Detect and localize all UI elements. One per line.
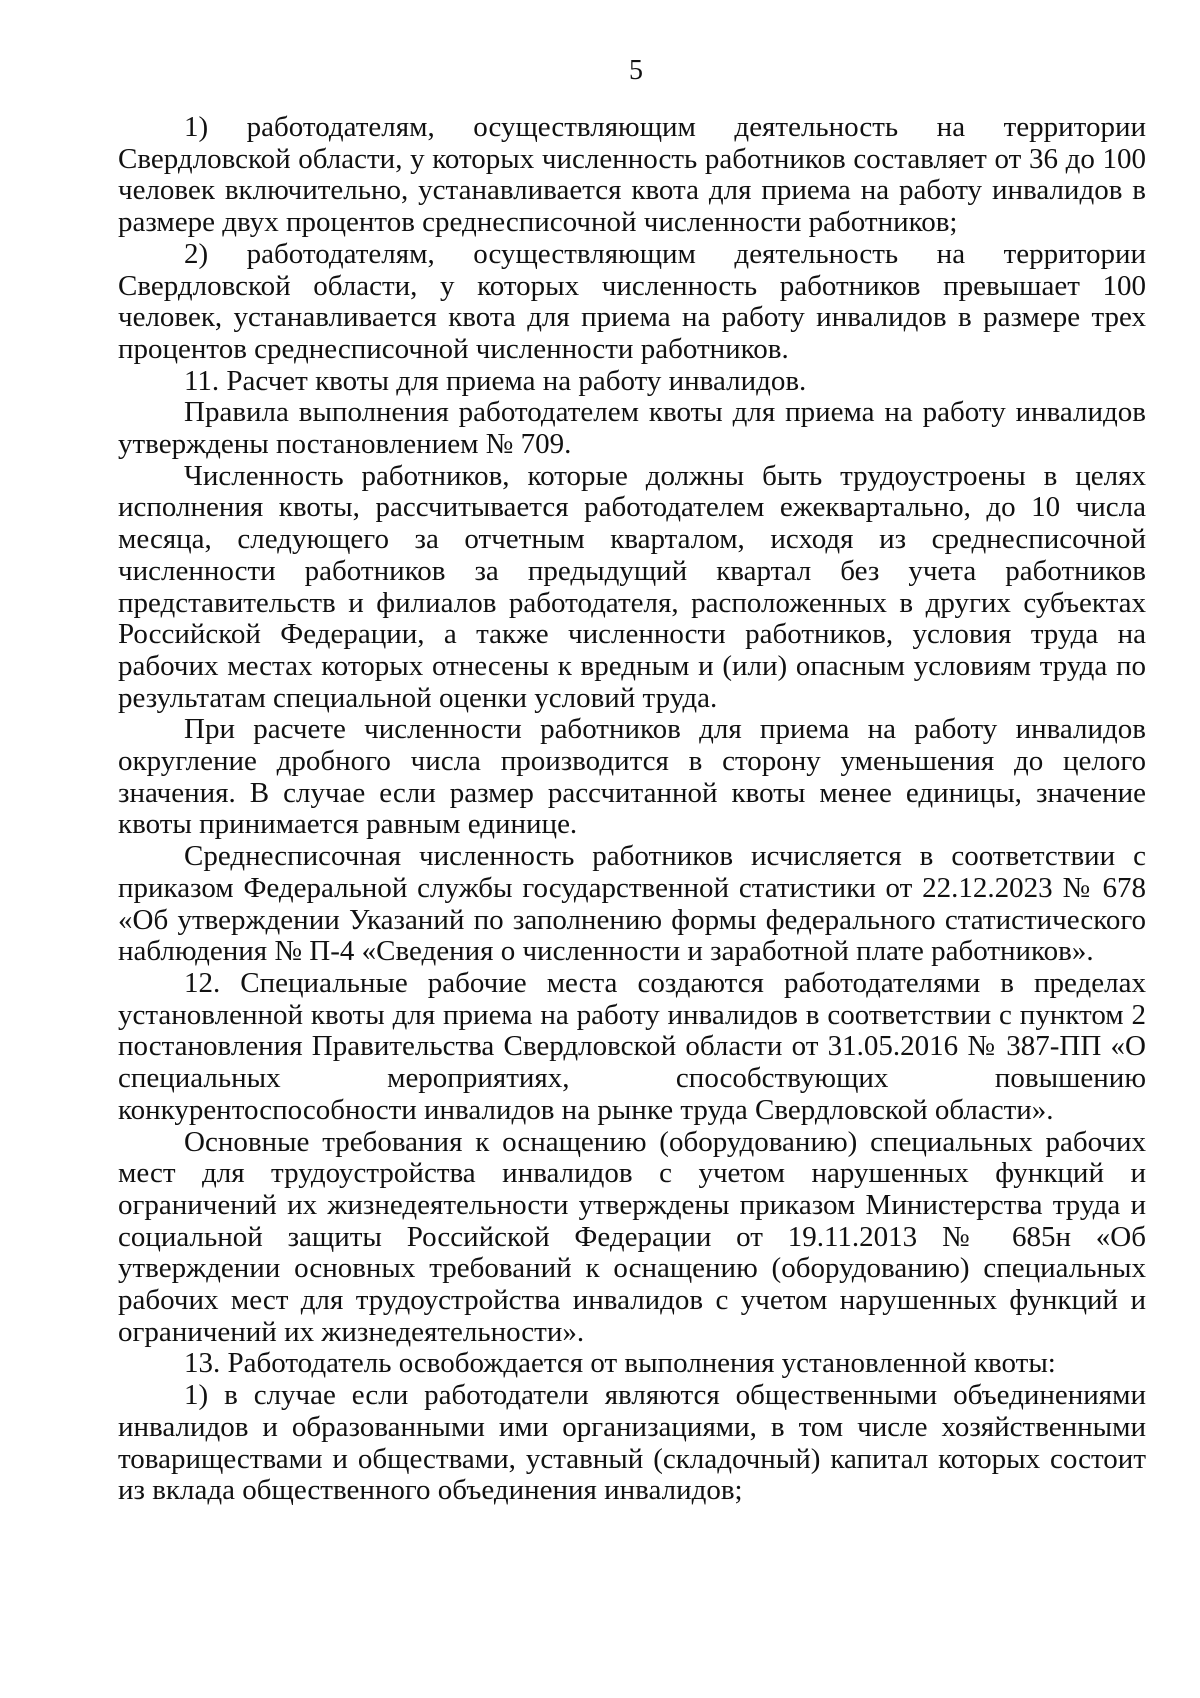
paragraph-average-headcount: Среднесписочная численность работников исчисляется в соответствии с приказом Федеральной службы государственной статистики от 22.12.2023 № 678 «Об утверждении Указаний по заполнению формы федерального статистического наблюдения № П-4 «Сведения о численности и заработной плате работников». — [118, 840, 1146, 968]
paragraph-section-13-title: 13. Работодатель освобождается от выполнения установленной квоты: — [184, 1347, 1056, 1380]
paragraph-worker-count-calculation: Численность работников, которые должны быть трудоустроены в целях исполнения квоты, рассчитывается работодателем ежеквартально, до 10 числа месяца, следующего за отчетным кварталом, исходя из среднесписочной численности работников за предыдущий квартал без учета работников представительств и филиалов работодателя, расположенных в других субъектах Российской Федерации, а также численности работников, условия труда на рабочих местах которых отнесены к вредным и (или) опасным условиям труда по результатам специальной оценки условий труда. — [118, 459, 1146, 714]
document-body — [118, 112, 1146, 1507]
paragraph-rounding: При расчете численности работников для приема на работу инвалидов округление дробного числа производится в сторону уменьшения до целого значения. В случае если размер рассчитанной квоты менее единицы, значение квоты принимается равным единице. — [118, 713, 1146, 841]
paragraph-equipment-requirements: Основные требования к оснащению (оборудованию) специальных рабочих мест для трудоустройства инвалидов с учетом нарушенных функций и ограничений их жизнедеятельности утверждены приказом Министерства труда и социальной защиты Российской Федерации от 19.11.2013 № 685н «Об утверждении основных требований к оснащению (оборудованию) специальных рабочих мест для трудоустройства инвалидов с учетом нарушенных функций и ограничений их жизнедеятельности». — [118, 1125, 1146, 1348]
paragraph-exemption-1: 1) в случае если работодатели являются общественными объединениями инвалидов и образованными ими организациями, в том числе хозяйственными товариществами и обществами, уставный (складочный) капитал которых состоит из вклада общественного объединения инвалидов; — [118, 1379, 1146, 1507]
paragraph-section-12-special-workplaces: 12. Специальные рабочие места создаются работодателями в пределах установленной квоты для приема на работу инвалидов в соответствии с пунктом 2 постановления Правительства Свердловской области от 31.05.2016 № 387-ПП «О специальных мероприятиях, способствующих повышению конкурентоспособности инвалидов на рынке труда Свердловской области». — [118, 966, 1146, 1126]
paragraph-quota-over-100: 2) работодателям, осуществляющим деятельность на территории Свердловской области, у которых численность работников превышает 100 человек, устанавливается квота для приема на работу инвалидов в размере трех процентов среднесписочной численности работников. — [118, 237, 1146, 365]
page-number: 5 — [629, 55, 643, 86]
paragraph-rules-709: Правила выполнения работодателем квоты для приема на работу инвалидов утверждены постановлением № 709. — [118, 396, 1146, 461]
paragraph-section-11-title: 11. Расчет квоты для приема на работу инвалидов. — [184, 364, 807, 397]
paragraph-quota-36-100: 1) работодателям, осуществляющим деятельность на территории Свердловской области, у которых численность работников составляет от 36 до 100 человек включительно, устанавливается квота для приема на работу инвалидов в размере двух процентов среднесписочной численности работников; — [118, 111, 1146, 239]
